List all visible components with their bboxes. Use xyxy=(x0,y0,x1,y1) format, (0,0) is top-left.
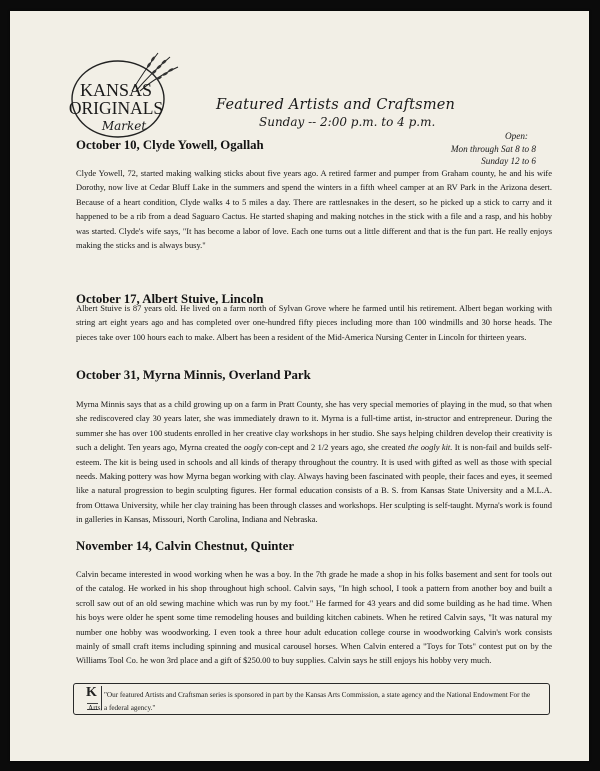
logo-line2: ORIGINALS xyxy=(68,98,164,118)
hours-weekdays: Mon through Sat 8 to 8 xyxy=(450,143,536,154)
minnis-emphasis-oogly: oogly xyxy=(243,442,263,453)
footer-logo-letter: K xyxy=(86,685,97,700)
section-heading-yowell: October 10, Clyde Yowell, Ogallah xyxy=(76,138,264,152)
section-heading-minnis: October 31, Myrna Minnis, Overland Park xyxy=(76,368,311,382)
section-body-yowell: Clyde Yowell, 72, started making walking sticks about five years ago. A retired farmer and pumper from Graham county, he and his wife Dorothy, now live at Cedar Bluff Lake in the summers and spend the winters in a fifth wheel camper at an RV Park in the Arizona desert. Because of a heart condition, Clyde walks 4 to 5 miles a day. There are rattlesnakes in the desert, so he picked up a stick to carry and it happened to be a rib from a dead Saguaro Cactus. He started shaping and making notches in the stick with a file and a rasp, and his hobby was started. Clyde's wife says, "It has become a labor of love. Each one turns out a little different and that is the fun part. He really enjoys making the sticks and is always busy." xyxy=(76,168,552,251)
kansas-originals-market-logo xyxy=(66,51,184,143)
section-body-stuive: Albert Stuive is 87 years old. He lived on a farm north of Sylvan Grove where he farmed until his retirement. Albert began working with string art eight years ago and has completed over one-hundred fifty pieces including more than 100 windmills and 30 horse heads. The pieces take over 100 hours each to make. Albert has been a resident of the Mid-America Nursing Center in Lincoln for thirteen years. xyxy=(76,303,552,342)
page-subtitle: Sunday -- 2:00 p.m. to 4 p.m. xyxy=(259,115,436,129)
sponsor-footer xyxy=(73,683,550,715)
logo-script: Market xyxy=(101,119,147,133)
section-heading-stuive: October 17, Albert Stuive, Lincoln xyxy=(76,292,264,306)
section-heading-chestnut: November 14, Calvin Chestnut, Quinter xyxy=(76,539,295,553)
minnis-text-1: Myrna Minnis says that as a child growing up on a farm in Pratt County, she has very special memories of playing in the mud, so that when she rediscovered clay 30 years later, she was immediately drawn to it. Myrna is a full-time artist, in-structor and entrepreneur. During the summer she has over 100 students enrolled in her creative clay workshops in her studio. She says helping children develop their creativity is such a delight. Ten years ago, Myrna created the xyxy=(76,399,552,453)
minnis-text-2: con-cept and 2 1/2 years ago, she created xyxy=(262,442,409,453)
section-body-chestnut: Calvin became interested in wood working when he was a boy. In the 7th grade he made a shop in his folks basement and sent for tools out of the catalog. He worked in his shop throughout high school. Calvin says, "In high school, I took a pattern from another boy and built a scroll saw out of an old sewing machine which was run by my foot." He farmed for 43 years and did some building as he had time. When his boys were older he spent some time remodeling houses and building kitchen cabinets. When he retired Calvin says, "It was natural my number one hobby was woodworking. I even took a three hour adult education college course in woodworking Calvin's work consists mainly of small craft items including spinning and musical carousel horses. When Calvin entered a "Toys for Tots" contest put on by the Williams Tool Co. he won 3rd place and a gift of $250.00 to buy supplies. Calvin says he still enjoys his hobby very much. xyxy=(76,569,552,666)
hours-label: Open: xyxy=(505,131,528,141)
document-page xyxy=(10,11,589,761)
minnis-text-3: It is non-fail and builds self-esteem. The kit is being used in schools and all kinds of therapy throughout the country. It is used with gifted as well as those with special needs. Making pottery was how Myrna began working with clay. Always having been fascinated with people, their faces and eyes, it seemed like a natural progression to begin sculpting figures. Her formal education consists of a B. S. from Kansas State University and a M.L.A. from Ottawa University, while her clay training has been through classes and workshops. Her sculpting is self-taught. Myrna's work is found in galleries in Kansas, Missouri, North Carolina, Indiana and Nebraska. xyxy=(76,442,552,525)
hours-sunday: Sunday 12 to 6 xyxy=(481,156,536,166)
minnis-emphasis-kit: the oogly kit. xyxy=(408,442,453,453)
page-title: Featured Artists and Craftsmen xyxy=(216,97,456,113)
open-hours xyxy=(451,130,536,168)
wheat-logo-icon xyxy=(66,51,184,143)
sponsor-text: "Our featured Artists and Craftsman series is sponsored in part by the Kansas Arts Commission, a state agency and the National Endowment For the Arts, a federal agency." xyxy=(88,691,531,712)
section-body-minnis xyxy=(76,397,552,527)
logo-line1: KANSAS xyxy=(79,80,153,100)
